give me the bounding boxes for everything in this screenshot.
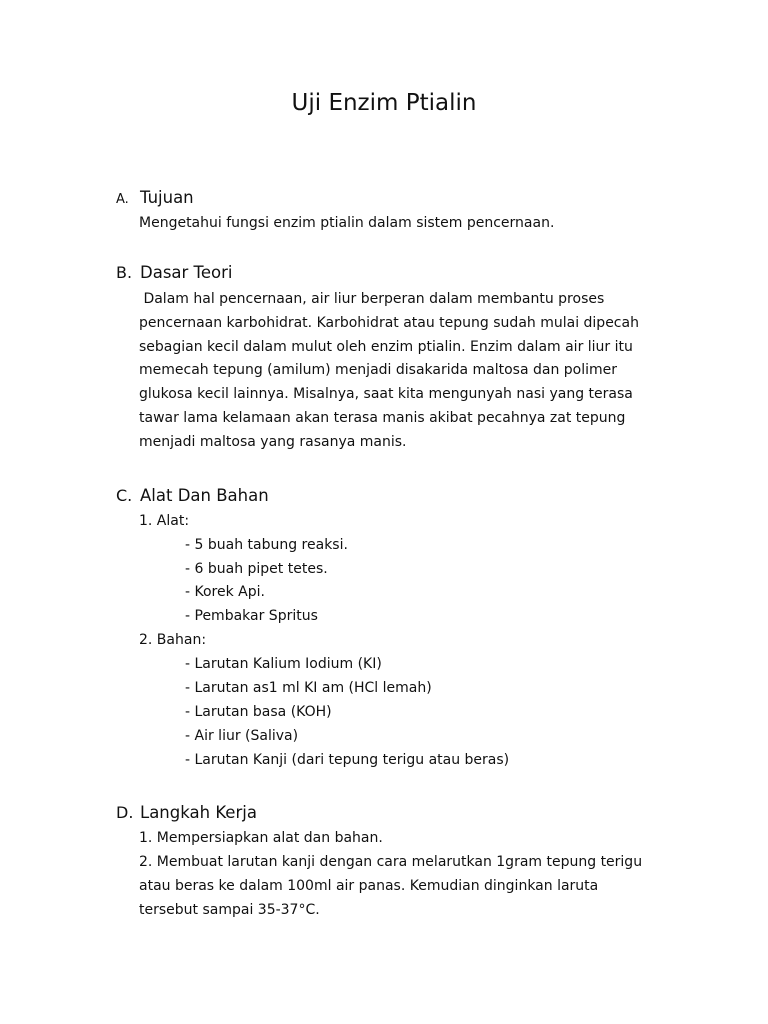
section-a-heading [116,188,194,207]
section-c-title: Alat Dan Bahan [140,486,269,505]
bahan-item: - Larutan as1 ml KI am (HCl lemah) [185,680,432,696]
alat-item: - Korek Api. [185,584,265,600]
section-b-line: Dalam hal pencernaan, air liur berperan dalam membantu proses [139,291,605,307]
section-d-line: 1. Mempersiapkan alat dan bahan. [139,830,383,846]
bahan-item: - Larutan basa (KOH) [185,704,332,720]
section-b-line: pencernaan karbohidrat. Karbohidrat atau tepung sudah mulai dipecah [139,315,639,331]
alat-item: - 6 buah pipet tetes. [185,561,328,577]
section-a-letter: A. [116,192,129,207]
document-title: Uji Enzim Ptialin [291,90,477,116]
section-a-text: Mengetahui fungsi enzim ptialin dalam sistem pencernaan. [139,215,555,231]
bahan-item: - Air liur (Saliva) [185,728,299,744]
section-d-heading [116,803,257,822]
section-b-line: menjadi maltosa yang rasanya manis. [139,434,407,450]
alat-item: - Pembakar Spritus [185,608,318,624]
section-b-title: Dasar Teori [140,263,233,282]
section-d-title: Langkah Kerja [140,803,257,822]
section-c-heading [116,486,269,505]
section-b-line: glukosa kecil lainnya. Misalnya, saat kita mengunyah nasi yang terasa [139,386,633,402]
section-c-letter: C. [116,486,133,505]
bahan-item: - Larutan Kanji (dari tepung terigu atau beras) [185,752,510,768]
section-b-letter: B. [116,263,133,282]
section-d-letter: D. [116,803,134,822]
alat-label: 1. Alat: [139,513,190,529]
section-d-line: atau beras ke dalam 100ml air panas. Kemudian dinginkan laruta [139,878,599,894]
alat-item: - 5 buah tabung reaksi. [185,537,348,553]
section-d-line: tersebut sampai 35-37°C. [139,902,320,918]
section-b-heading [116,263,232,282]
section-b-line: sebagian kecil dalam mulut oleh enzim ptialin. Enzim dalam air liur itu [139,339,633,355]
section-b-line: tawar lama kelamaan akan terasa manis akibat pecahnya zat tepung [139,410,626,426]
bahan-label: 2. Bahan: [139,632,207,648]
section-d-line: 2. Membuat larutan kanji dengan cara melarutkan 1gram tepung terigu [139,854,643,870]
section-b-line: memecah tepung (amilum) menjadi disakarida maltosa dan polimer [139,362,618,378]
bahan-item: - Larutan Kalium Iodium (KI) [185,656,382,672]
section-a-title: Tujuan [140,188,194,207]
